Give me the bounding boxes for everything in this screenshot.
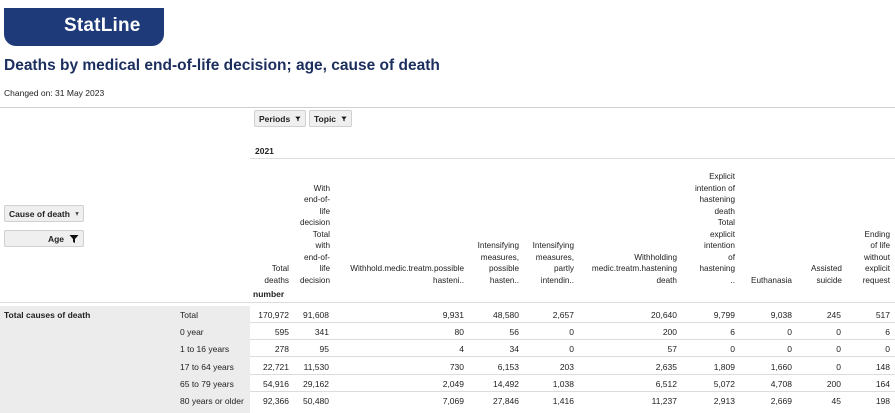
table-cell: 14,492 bbox=[493, 379, 519, 389]
row-label-age: 80 years or older bbox=[180, 396, 244, 406]
table-cell: 5,072 bbox=[713, 379, 735, 389]
age-filter-button[interactable] bbox=[4, 230, 84, 247]
unit-label: number bbox=[253, 289, 285, 299]
column-header-total-deaths[interactable]: Total deaths bbox=[264, 264, 289, 285]
table-cell: 45 bbox=[831, 396, 841, 406]
table-cell: 0 bbox=[836, 327, 841, 337]
table-cell: 11,237 bbox=[651, 396, 677, 406]
table-cell: 278 bbox=[274, 344, 289, 354]
divider bbox=[250, 322, 895, 323]
table-cell: 2,635 bbox=[655, 362, 677, 372]
table-cell: 0 bbox=[569, 327, 574, 337]
table-cell: 2,669 bbox=[770, 396, 792, 406]
table-cell: 0 bbox=[836, 344, 841, 354]
table-cell: 0 bbox=[569, 344, 574, 354]
table-cell: 6 bbox=[730, 327, 735, 337]
table-cell: 34 bbox=[509, 344, 519, 354]
table-cell: 9,038 bbox=[770, 310, 792, 320]
column-header-withholding-medic-treatm[interactable]: Withholding medic.treatm.hastening death bbox=[591, 252, 677, 285]
topic-filter-button[interactable] bbox=[309, 110, 352, 127]
table-cell: 2,049 bbox=[442, 379, 464, 389]
table-cell: 200 bbox=[662, 327, 677, 337]
table-cell: 341 bbox=[314, 327, 329, 337]
divider bbox=[250, 356, 895, 357]
table-cell: 245 bbox=[826, 310, 841, 320]
row-label-age: 1 to 16 years bbox=[180, 344, 230, 354]
filter-funnel-icon bbox=[69, 234, 79, 244]
table-cell: 0 bbox=[787, 327, 792, 337]
table-cell: 0 bbox=[836, 362, 841, 372]
table-cell: 50,480 bbox=[303, 396, 329, 406]
table-cell: 0 bbox=[787, 344, 792, 354]
table-cell: 92,366 bbox=[263, 396, 289, 406]
table-cell: 1,809 bbox=[713, 362, 735, 372]
column-header-withhold-medic-treatm-possible[interactable]: Withhold.medic.treatm.possible hasteni.. bbox=[350, 264, 464, 285]
table-cell: 203 bbox=[559, 362, 574, 372]
column-header-assisted-suicide[interactable]: Assisted suicide bbox=[811, 264, 842, 285]
divider bbox=[250, 158, 895, 159]
cause-of-death-filter-label: Cause of death bbox=[9, 208, 70, 219]
row-label-age: Total bbox=[180, 310, 198, 320]
page-title: Deaths by medical end-of-life decision; age, cause of death bbox=[4, 57, 440, 74]
table-cell: 1,660 bbox=[770, 362, 792, 372]
periods-filter-label: Periods bbox=[259, 113, 291, 124]
table-cell: 6 bbox=[885, 327, 890, 337]
table-cell: 1,038 bbox=[552, 379, 574, 389]
column-header-with-end-of-life-decision[interactable]: With end-of- life decision Total with end-of- life decision bbox=[299, 183, 330, 285]
table-cell: 595 bbox=[274, 327, 289, 337]
table-cell: 95 bbox=[319, 344, 329, 354]
table-cell: 22,721 bbox=[263, 362, 289, 372]
table-cell: 48,580 bbox=[493, 310, 519, 320]
table-cell: 148 bbox=[875, 362, 890, 372]
column-header-explicit-intention[interactable]: Explicit intention of hastening death Total explicit intention of hastening .. bbox=[694, 172, 735, 285]
table-cell: 730 bbox=[449, 362, 464, 372]
divider bbox=[250, 374, 895, 375]
periods-filter-button[interactable] bbox=[254, 110, 306, 127]
brand-name: StatLine bbox=[64, 15, 141, 36]
row-header-cause-of-death: Total causes of death bbox=[4, 310, 91, 320]
period-header: 2021 bbox=[255, 146, 274, 156]
table-cell: 29,162 bbox=[303, 379, 329, 389]
divider bbox=[250, 339, 895, 340]
table-cell: 0 bbox=[730, 344, 735, 354]
table-cell: 2,657 bbox=[552, 310, 574, 320]
table-cell: 80 bbox=[454, 327, 464, 337]
table-cell: 200 bbox=[826, 379, 841, 389]
table-cell: 54,916 bbox=[263, 379, 289, 389]
cause-of-death-filter-button[interactable] bbox=[4, 205, 84, 222]
table-cell: 6,153 bbox=[497, 362, 519, 372]
divider bbox=[250, 391, 895, 392]
table-cell: 6,512 bbox=[655, 379, 677, 389]
table-cell: 57 bbox=[667, 344, 677, 354]
table-cell: 517 bbox=[875, 310, 890, 320]
table-cell: 20,640 bbox=[651, 310, 677, 320]
table-cell: 9,931 bbox=[442, 310, 464, 320]
table-cell: 0 bbox=[885, 344, 890, 354]
table-cell: 9,799 bbox=[713, 310, 735, 320]
age-filter-label: Age bbox=[47, 233, 64, 244]
column-header-ending-of-life[interactable]: Ending of life without explicit request bbox=[862, 229, 890, 285]
table-cell: 170,972 bbox=[258, 310, 289, 320]
row-label-age: 65 to 79 years bbox=[180, 379, 234, 389]
filter-funnel-icon bbox=[75, 209, 79, 219]
column-header-intensifying-possible[interactable]: Intensifying measures, possible hasten.. bbox=[477, 241, 519, 285]
table-cell: 2,913 bbox=[713, 396, 735, 406]
topic-filter-label: Topic bbox=[314, 113, 337, 124]
table-cell: 27,846 bbox=[493, 396, 519, 406]
column-header-intensifying-partly[interactable]: Intensifying measures, partly intendin.. bbox=[532, 241, 574, 285]
row-label-age: 0 year bbox=[180, 327, 204, 337]
table-cell: 198 bbox=[875, 396, 890, 406]
table-cell: 4 bbox=[459, 344, 464, 354]
divider bbox=[0, 107, 895, 108]
divider bbox=[0, 302, 895, 303]
table-cell: 56 bbox=[509, 327, 519, 337]
table-cell: 164 bbox=[875, 379, 890, 389]
filter-funnel-icon bbox=[341, 114, 347, 124]
table-cell: 4,708 bbox=[770, 379, 792, 389]
row-label-age: 17 to 64 years bbox=[180, 362, 234, 372]
column-header-euthanasia[interactable]: Euthanasia bbox=[751, 275, 792, 285]
changed-on-date: Changed on: 31 May 2023 bbox=[4, 88, 105, 98]
table-cell: 1,416 bbox=[552, 396, 574, 406]
table-cell: 91,608 bbox=[303, 310, 329, 320]
table-cell: 11,530 bbox=[303, 362, 329, 372]
filter-funnel-icon bbox=[295, 114, 301, 124]
statline-logo[interactable] bbox=[4, 8, 164, 46]
table-cell: 7,069 bbox=[442, 396, 464, 406]
